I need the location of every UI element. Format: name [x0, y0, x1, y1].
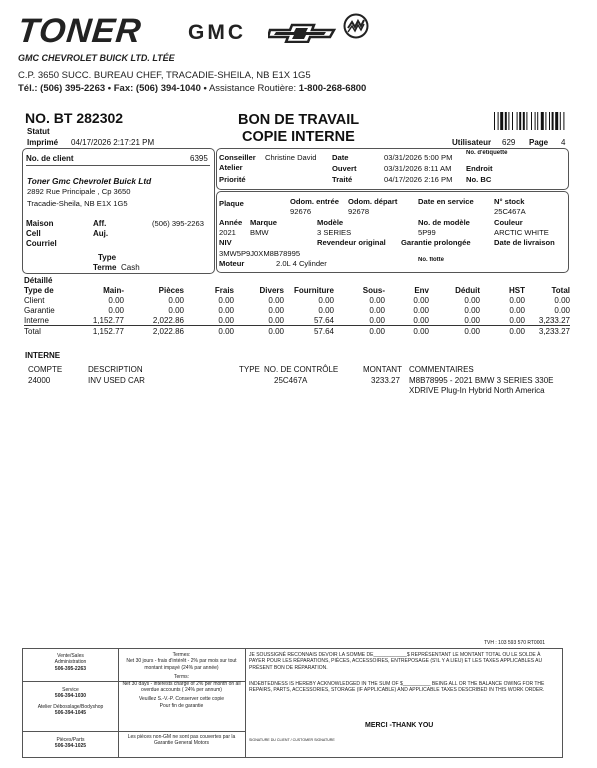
no-client-value: 6395 [190, 154, 208, 163]
ouvert-label: Ouvert [332, 164, 357, 173]
commentaire-line1: M8B78995 - 2021 BMW 3 SERIES 330E [409, 376, 554, 385]
page-label: Page [529, 138, 549, 147]
annee-label: Année [219, 218, 243, 227]
client-street: 2892 Rue Principale , Cp 3650 [27, 187, 131, 196]
no-client-label: No. de client [26, 154, 74, 163]
table-cell: 0.00 [554, 296, 570, 305]
table-cell: 0.00 [509, 296, 525, 305]
order-number: NO. BT 282302 [25, 110, 124, 126]
company-address: C.P. 3650 SUCC. BUREAU CHEF, TRACADIE-SHEILA, NB E1X 1G5 [18, 70, 311, 81]
client-name: Toner Gmc Chevrolet Buick Ltd [27, 176, 152, 186]
table-cell: 0.00 [464, 327, 480, 336]
detail-col-header: Divers [259, 286, 284, 295]
niv-label: NIV [219, 238, 232, 247]
table-cell: 0.00 [108, 296, 124, 305]
detail-title: Détaillé [24, 276, 53, 285]
maison-label: Maison [26, 219, 54, 228]
table-cell: 3,233.27 [538, 327, 570, 336]
table-cell: 0.00 [509, 306, 525, 315]
table-cell: 0.00 [464, 316, 480, 325]
modele-value: 3 SERIES [317, 228, 352, 237]
table-cell: 0.00 [318, 296, 334, 305]
table-cell: 0.00 [369, 306, 385, 315]
ack-en-text: INDEBTEDNESS IS HEREBY ACKNOWLEDGED IN THE SUM OF $__________ BEING ALL OR THE BALANCE OWING FOR THE REPAIRS, PARTS, ACCESSORIES, STORAGE (IF APPLICABLE) AND APPLICABLE TAXES DESCRIBED IN THIS WORK ORDER. [249, 681, 545, 694]
client-city: Tracadie-Sheila, NB E1X 1G5 [27, 199, 128, 208]
table-cell: 0.00 [369, 327, 385, 336]
company-phones [18, 83, 366, 94]
signature-label: SIGNATURE DU CLIENT / CUSTOMER SIGNATURE [249, 738, 335, 742]
stock-value: 25C467A [494, 207, 526, 216]
moteur-value: 2.0L 4 Cylinder [276, 259, 327, 268]
termes-fr: Net 30 jours - frais d'intérêt - 2% par mois sur tout montant impayé (24% par année) [126, 658, 237, 671]
table-cell: Garantie [24, 306, 55, 315]
table-cell: 0.00 [464, 306, 480, 315]
company-name: GMC CHEVROLET BUICK LTD. LTÉE [18, 53, 175, 63]
detail-col-header: Total [551, 286, 570, 295]
revendeur-label: Revendeur original [317, 238, 386, 247]
table-cell: 0.00 [218, 327, 234, 336]
conseiller-label: Conseiller [219, 153, 256, 162]
table-cell: 0.00 [218, 316, 234, 325]
assistance-phone: 1-800-268-6800 [298, 83, 367, 94]
assistance-label: Assistance Routière: [206, 83, 299, 94]
detail-header-row [24, 286, 570, 295]
admin-phone: 506-395-2263 [54, 665, 87, 672]
aff-label: Aff. [93, 219, 107, 228]
terme-label: Terme [93, 263, 117, 272]
type-col-label: TYPE [239, 365, 260, 374]
table-cell: 0.00 [509, 316, 525, 325]
ouvert-value: 03/31/2026 8:11 AM [384, 164, 452, 173]
doc-subtitle: COPIE INTERNE [242, 129, 355, 145]
couleur-value: ARCTIC WHITE [494, 228, 549, 237]
conserver-text: Veuillez S.-V.-P. Conserver cette copie Pour fin de garantie [138, 696, 225, 709]
table-cell: 0.00 [218, 306, 234, 315]
pieces-nongm-text: Les pièces non-GM ne sont pas couvertes par la Garantie General Motors [127, 734, 236, 747]
montant-value: 3233.27 [371, 376, 400, 385]
detail-col-header: Main- [103, 286, 124, 295]
table-cell: 0.00 [268, 327, 284, 336]
table-cell: 0.00 [168, 306, 184, 315]
table-cell: 0.00 [218, 296, 234, 305]
table-cell: 57.64 [313, 327, 334, 336]
table-cell: 0.00 [268, 296, 284, 305]
detail-col-header: Sous- [362, 286, 385, 295]
table-cell: 0.00 [318, 306, 334, 315]
modele-label: Modèle [317, 218, 344, 227]
ack-fr-text: JE SOUSSIGNÉ RECONNAIS DEVOIR LA SOMME DE____________$ REPRÉSENTANT LE MONTANT TOTAL OU LE SOLDE À PAYER POUR LES RÉPARATIONS, PIÈCES, ACCESSOIRES, ENTREPOSAGE (S'IL Y A LIEU) ET LES TAXES APPLICABLES AU PRÉSENT BON DE RÉPARATION. [249, 652, 543, 671]
table-row [24, 305, 570, 315]
etiquette-label: No. d'étiquette [466, 150, 508, 156]
barcode-icon [494, 112, 566, 130]
table-cell: 1,152.77 [92, 327, 124, 336]
no-modele-label: No. de modèle [418, 218, 470, 227]
odom-depart-label: Odom. départ [348, 197, 398, 206]
table-cell: 0.00 [464, 296, 480, 305]
table-cell: 0.00 [268, 316, 284, 325]
pieces-phone: 506-394-1025 [54, 743, 87, 750]
commentaires-label: COMMENTAIRES [409, 365, 474, 374]
table-cell: 0.00 [268, 306, 284, 315]
detail-col-header: Env [414, 286, 429, 295]
moteur-label: Moteur [219, 259, 245, 268]
courriel-label: Courriel [26, 239, 57, 248]
table-cell: 0.00 [168, 296, 184, 305]
niv-value: 3MW5P9J0XM8B78995 [219, 249, 301, 258]
ventes-label: Vente/Sales [57, 653, 84, 659]
tvh-number: TVH : 103 593 570 RT0001 [484, 640, 546, 646]
odom-entree-value: 92676 [290, 207, 312, 216]
termes-en: Net 30 days - interests charge of 2% per month on all overdue accounts ( 24% per annum) [122, 680, 241, 694]
imprime-label: Imprimé [27, 138, 59, 147]
controle-label: NO. DE CONTRÔLE [264, 365, 339, 374]
couleur-label: Couleur [494, 218, 523, 227]
interne-title: INTERNE [25, 351, 61, 360]
table-cell: 0.00 [413, 306, 429, 315]
client-divider [26, 165, 210, 166]
controle-value: 25C467A [274, 376, 308, 385]
table-cell: 0.00 [413, 316, 429, 325]
detail-col-header: HST [509, 286, 525, 295]
buick-logo-icon [343, 13, 369, 39]
description-value: INV USED CAR [88, 376, 145, 385]
annee-value: 2021 [219, 228, 236, 237]
no-flotte-label: No. flotte [418, 257, 444, 263]
table-cell: 2,022.86 [152, 316, 184, 325]
table-row [24, 315, 570, 326]
livraison-label: Date de livraison [494, 238, 555, 247]
utilisateur-value: 629 [502, 138, 516, 147]
traite-value: 04/17/2026 2:16 PM [384, 175, 453, 184]
table-row [24, 326, 570, 337]
table-cell: Total [24, 327, 41, 336]
table-cell: 0.00 [108, 306, 124, 315]
merci-text: MERCI -THANK YOU [365, 722, 434, 729]
aff-value: (506) 395-2263 [152, 219, 204, 228]
page-value: 4 [561, 138, 566, 147]
commentaire-line2: XDRIVE Plug-In Hybrid North America [409, 386, 545, 395]
atelier-label: Atelier [219, 163, 243, 172]
marque-label: Marque [250, 218, 278, 227]
date-label: Date [332, 153, 349, 162]
table-cell: 1,152.77 [92, 316, 124, 325]
table-cell: 0.00 [369, 296, 385, 305]
cell-label: Cell [26, 229, 41, 238]
toner-logo: TONER [16, 12, 144, 50]
table-cell: 0.00 [369, 316, 385, 325]
detail-col-header: Type de [24, 286, 54, 295]
termes-en-title: Terms: [174, 674, 189, 681]
table-cell: Interne [24, 316, 49, 325]
doc-title: BON DE TRAVAIL [238, 112, 360, 128]
table-cell: 2,022.86 [152, 327, 184, 336]
table-cell: 0.00 [509, 327, 525, 336]
footer-box [22, 648, 563, 758]
plaque-label: Plaque [219, 199, 244, 208]
date-value: 03/31/2026 5:00 PM [384, 153, 453, 162]
utilisateur-label: Utilisateur [452, 138, 492, 147]
odom-depart-value: 92678 [348, 207, 370, 216]
table-cell: 57.64 [313, 316, 334, 325]
table-cell: 0.00 [554, 306, 570, 315]
table-cell: 0.00 [413, 327, 429, 336]
compte-label: COMPTE [28, 365, 63, 374]
detail-col-header: Fourniture [294, 286, 334, 295]
table-cell: Client [24, 296, 45, 305]
gmc-logo: GMC [188, 21, 246, 44]
endroit-label: Endroit [466, 164, 493, 173]
conseiller-value: Christine David [265, 153, 317, 162]
montant-label: MONTANT [363, 365, 402, 374]
imprime-value: 04/17/2026 2:17:21 PM [71, 138, 155, 147]
chevrolet-bowtie-icon [268, 23, 338, 43]
phone-fax-text: Tél.: (506) 395-2263 • Fax: (506) 394-1040 • [18, 83, 207, 94]
termes-fr-title: Termes: [172, 652, 191, 658]
pieces-label: Pièces/Parts [56, 737, 85, 743]
detail-col-header: Pièces [158, 286, 184, 295]
marque-value: BMW [250, 228, 269, 237]
detail-col-header: Frais [214, 286, 234, 295]
service-phone: 506-394-1030 [54, 693, 87, 700]
priorite-label: Priorité [219, 175, 246, 184]
statut-label: Statut [27, 127, 50, 136]
type-label: Type [98, 253, 117, 262]
detail-col-header: Déduit [455, 286, 480, 295]
stock-label: N° stock [494, 197, 525, 206]
service-label: Service [62, 687, 79, 693]
table-cell: 3,233.27 [538, 316, 570, 325]
auj-label: Auj. [93, 229, 109, 238]
nobc-label: No. BC [466, 175, 492, 184]
date-service-label: Date en service [418, 197, 474, 206]
terme-value: Cash [121, 263, 140, 272]
table-row [24, 295, 570, 305]
table-cell: 0.00 [413, 296, 429, 305]
no-modele-value: 5P99 [418, 228, 436, 237]
compte-value: 24000 [28, 376, 51, 385]
atelier-phone: 506-394-1045 [54, 710, 87, 717]
client-box [22, 148, 215, 274]
garantie-label: Garantie prolongée [401, 238, 471, 247]
traite-label: Traité [332, 175, 353, 184]
atelier-body-label: Atelier Débosslage/Bodyshop [37, 703, 104, 710]
admin-label: Administration [54, 659, 87, 666]
detail-table [24, 286, 570, 336]
description-label: DESCRIPTION [88, 365, 143, 374]
odom-entree-label: Odom. entrée [290, 197, 339, 206]
